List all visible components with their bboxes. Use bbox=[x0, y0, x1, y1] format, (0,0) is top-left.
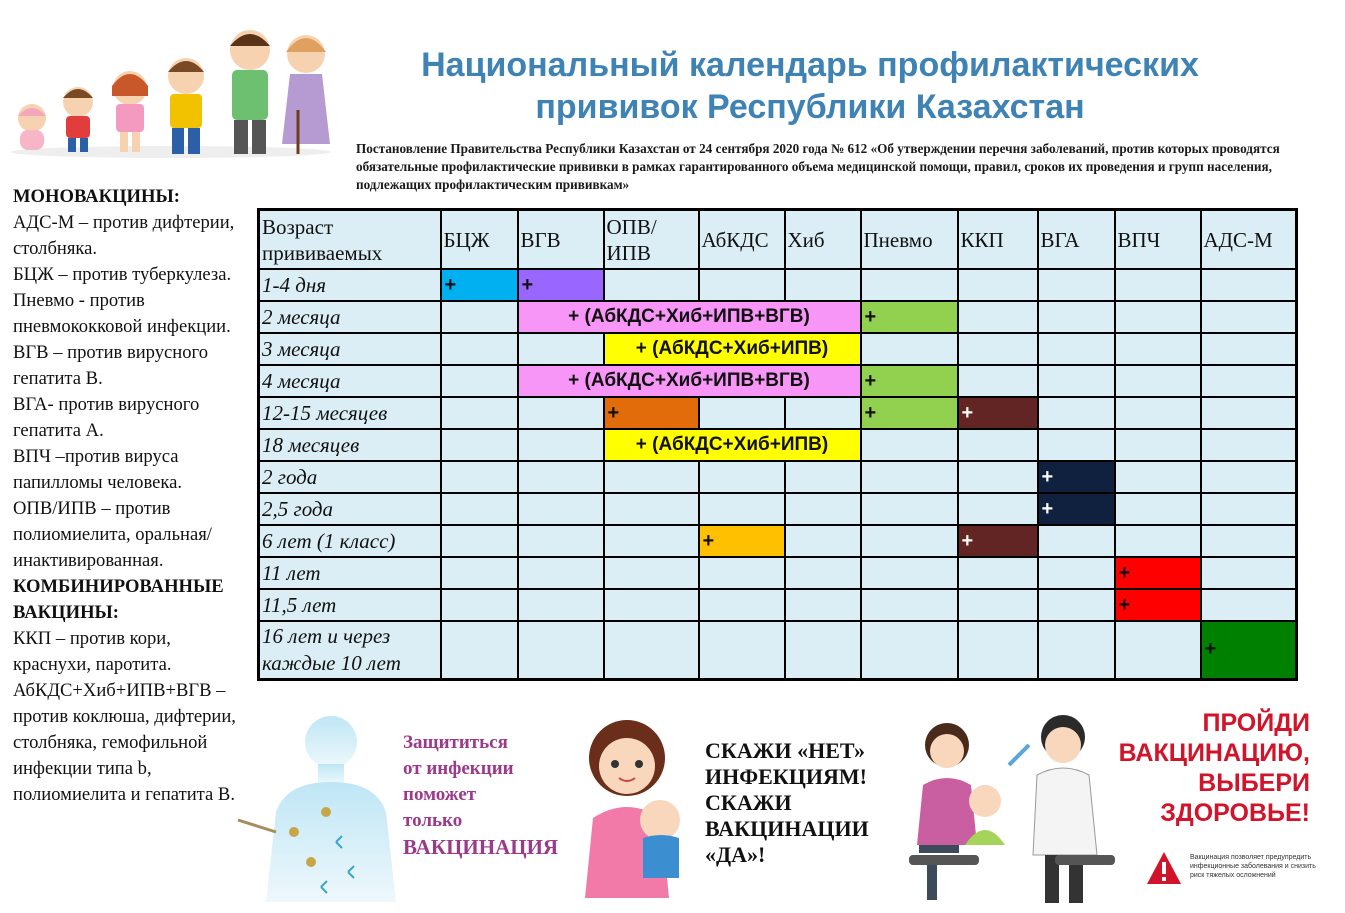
empty-cell bbox=[441, 333, 518, 365]
empty-cell bbox=[604, 525, 699, 557]
empty-cell bbox=[785, 269, 861, 301]
father-figure bbox=[230, 30, 270, 154]
empty-cell bbox=[518, 333, 604, 365]
header-age: Возраст прививаемых bbox=[259, 210, 441, 270]
empty-cell bbox=[958, 589, 1038, 621]
empty-cell bbox=[518, 429, 604, 461]
hepa-cell: + bbox=[1038, 461, 1115, 493]
empty-cell bbox=[1038, 621, 1115, 679]
empty-cell bbox=[441, 301, 518, 333]
hepa-cell: + bbox=[1038, 493, 1115, 525]
say-line: «ДА»! bbox=[705, 842, 766, 867]
age-cell: 3 месяца bbox=[259, 333, 441, 365]
empty-cell bbox=[958, 333, 1038, 365]
mmr-cell: + bbox=[958, 397, 1038, 429]
table-row bbox=[259, 621, 1297, 679]
family-illustration bbox=[6, 20, 336, 180]
legend-item: АбКДС+Хиб+ИПВ+ВГВ – против коклюша, дифтерии, столбняка, гемофильной инфекции типа b, полиомиелита и гепатита В. bbox=[13, 680, 236, 805]
empty-cell bbox=[785, 397, 861, 429]
table-row bbox=[259, 429, 1297, 461]
age-cell: 12-15 месяцев bbox=[259, 397, 441, 429]
empty-cell bbox=[1115, 429, 1201, 461]
mother-child-illustration bbox=[565, 708, 700, 898]
bcg-cell: + bbox=[441, 269, 518, 301]
empty-cell bbox=[1038, 429, 1115, 461]
protect-line: Защититься bbox=[403, 732, 508, 753]
hepb-cell: + bbox=[518, 269, 604, 301]
empty-cell bbox=[861, 525, 958, 557]
table-row bbox=[259, 269, 1297, 301]
empty-cell bbox=[518, 621, 604, 679]
empty-cell bbox=[699, 621, 785, 679]
mmr-cell: + bbox=[958, 525, 1038, 557]
header-adsm: АДС-М bbox=[1201, 210, 1297, 270]
pneumo-cell: + bbox=[861, 301, 958, 333]
legend-item: ВГА- против вирусного гепатита А. bbox=[13, 394, 200, 441]
empty-cell bbox=[699, 461, 785, 493]
empty-cell bbox=[1115, 365, 1201, 397]
empty-cell bbox=[1201, 397, 1297, 429]
empty-cell bbox=[604, 557, 699, 589]
legend-item: АДС-М – против дифтерии, столбняка. bbox=[13, 212, 235, 259]
girl-figure bbox=[112, 71, 148, 152]
baby-figure bbox=[18, 104, 46, 150]
empty-cell bbox=[441, 429, 518, 461]
grandmother-figure bbox=[282, 35, 330, 154]
header-hepb: ВГВ bbox=[518, 210, 604, 270]
empty-cell bbox=[1038, 333, 1115, 365]
toddler-figure bbox=[63, 87, 93, 152]
empty-cell bbox=[1038, 397, 1115, 429]
title-line-2: прививок Республики Казахстан bbox=[535, 88, 1085, 126]
empty-cell bbox=[604, 461, 699, 493]
warning-icon bbox=[1145, 850, 1183, 886]
empty-cell bbox=[1201, 461, 1297, 493]
empty-cell bbox=[1115, 333, 1201, 365]
empty-cell bbox=[785, 589, 861, 621]
header-hib: Хиб bbox=[785, 210, 861, 270]
adsm-cell: + bbox=[1201, 621, 1297, 679]
age-cell: 16 лет и через каждые 10 лет bbox=[259, 621, 441, 679]
empty-cell bbox=[861, 429, 958, 461]
empty-cell bbox=[441, 557, 518, 589]
pass-line: ВЫБЕРИ bbox=[1198, 769, 1310, 797]
empty-cell bbox=[1201, 493, 1297, 525]
empty-cell bbox=[441, 525, 518, 557]
table-row bbox=[259, 557, 1297, 589]
protect-emphasis: ВАКЦИНАЦИЯ bbox=[403, 835, 559, 859]
say-no-slogan bbox=[705, 738, 905, 868]
legend-item: ККП – против кори, краснухи, паротита. bbox=[13, 628, 172, 675]
empty-cell bbox=[441, 589, 518, 621]
empty-cell bbox=[1201, 333, 1297, 365]
empty-cell bbox=[604, 493, 699, 525]
empty-cell bbox=[441, 365, 518, 397]
empty-cell bbox=[518, 493, 604, 525]
empty-cell bbox=[1038, 557, 1115, 589]
pneumo-cell: + bbox=[861, 365, 958, 397]
vaccination-call-slogan bbox=[1100, 708, 1310, 828]
empty-cell bbox=[1201, 589, 1297, 621]
table-header-row bbox=[259, 210, 1297, 270]
empty-cell bbox=[518, 461, 604, 493]
empty-cell bbox=[1115, 493, 1201, 525]
header-hepa: ВГА bbox=[1038, 210, 1115, 270]
vaccination-calendar-table bbox=[257, 208, 1298, 681]
title-line-1: Национальный календарь профилактических bbox=[421, 46, 1199, 84]
empty-cell bbox=[1038, 589, 1115, 621]
empty-cell bbox=[518, 525, 604, 557]
hpv-cell: + bbox=[1115, 557, 1201, 589]
empty-cell bbox=[1201, 269, 1297, 301]
header-dtap: АбКДС bbox=[699, 210, 785, 270]
age-cell: 11,5 лет bbox=[259, 589, 441, 621]
dtap-cell: + bbox=[699, 525, 785, 557]
say-line: СКАЖИ bbox=[705, 790, 792, 815]
say-line: СКАЖИ «НЕТ» bbox=[705, 738, 865, 763]
pneumo-cell: + bbox=[861, 397, 958, 429]
age-cell: 2 месяца bbox=[259, 301, 441, 333]
empty-cell bbox=[1115, 525, 1201, 557]
opv-cell: + bbox=[604, 397, 699, 429]
age-cell: 18 месяцев bbox=[259, 429, 441, 461]
empty-cell bbox=[604, 269, 699, 301]
legend-item: ВГВ – против вирусного гепатита В. bbox=[13, 342, 208, 389]
empty-cell bbox=[604, 589, 699, 621]
age-cell: 1-4 дня bbox=[259, 269, 441, 301]
pass-line: ВАКЦИНАЦИЮ, bbox=[1118, 739, 1310, 767]
age-cell: 11 лет bbox=[259, 557, 441, 589]
pass-line: ПРОЙДИ bbox=[1202, 709, 1310, 737]
legend bbox=[13, 184, 243, 808]
empty-cell bbox=[861, 461, 958, 493]
empty-cell bbox=[441, 621, 518, 679]
hpv-cell: + bbox=[1115, 589, 1201, 621]
empty-cell bbox=[1038, 269, 1115, 301]
boy-figure bbox=[168, 58, 204, 154]
table-row bbox=[259, 493, 1297, 525]
empty-cell bbox=[861, 269, 958, 301]
legend-item: БЦЖ – против туберкулеза. bbox=[13, 264, 232, 285]
empty-cell bbox=[958, 557, 1038, 589]
empty-cell bbox=[699, 557, 785, 589]
protect-line: только bbox=[403, 810, 463, 831]
table-row bbox=[259, 589, 1297, 621]
legend-mono-heading: МОНОВАКЦИНЫ: bbox=[13, 186, 180, 207]
empty-cell bbox=[1038, 525, 1115, 557]
empty-cell bbox=[1038, 365, 1115, 397]
combo-vaccine-cell: + (АбКДС+Хиб+ИПВ) bbox=[604, 333, 861, 365]
table-row bbox=[259, 397, 1297, 429]
empty-cell bbox=[958, 301, 1038, 333]
empty-cell bbox=[958, 269, 1038, 301]
table-row bbox=[259, 333, 1297, 365]
combo-vaccine-cell: + (АбКДС+Хиб+ИПВ+ВГВ) bbox=[518, 301, 861, 333]
empty-cell bbox=[699, 493, 785, 525]
empty-cell bbox=[1201, 557, 1297, 589]
legend-item: ОПВ/ИПВ – против полиомиелита, оральная/ инактивированная. bbox=[13, 498, 212, 571]
protect-line: от инфекции bbox=[403, 758, 514, 779]
warning-text: Вакцинация позволяет предупредить инфекционные заболевания и снизить риск тяжелых осложнений bbox=[1190, 854, 1316, 879]
empty-cell bbox=[1038, 301, 1115, 333]
header-pneumo: Пневмо bbox=[861, 210, 958, 270]
table-row bbox=[259, 461, 1297, 493]
empty-cell bbox=[604, 621, 699, 679]
empty-cell bbox=[1201, 365, 1297, 397]
header-bcg: БЦЖ bbox=[441, 210, 518, 270]
header-opv-ipv: ОПВ/ ИПВ bbox=[604, 210, 699, 270]
empty-cell bbox=[699, 589, 785, 621]
body-silhouette-illustration bbox=[236, 712, 396, 902]
age-cell: 2 года bbox=[259, 461, 441, 493]
empty-cell bbox=[958, 621, 1038, 679]
empty-cell bbox=[699, 397, 785, 429]
empty-cell bbox=[518, 397, 604, 429]
empty-cell bbox=[958, 493, 1038, 525]
empty-cell bbox=[861, 557, 958, 589]
empty-cell bbox=[1201, 301, 1297, 333]
empty-cell bbox=[861, 621, 958, 679]
empty-cell bbox=[1115, 621, 1201, 679]
say-line: ИНФЕКЦИЯМ! bbox=[705, 764, 867, 789]
decree-text: Постановление Правительства Республики Казахстан от 24 сентября 2020 года № 612 «Об утверждении перечня заболеваний, против которых проводятся обязательные профилактические прививки в рамках гарантированного объема медицинской помощи, правил, сроков их проведения и групп населения, подлежащих профилактическим прививкам» bbox=[356, 141, 1280, 192]
age-cell: 2,5 года bbox=[259, 493, 441, 525]
empty-cell bbox=[518, 589, 604, 621]
age-cell: 6 лет (1 класс) bbox=[259, 525, 441, 557]
empty-cell bbox=[958, 429, 1038, 461]
table-row bbox=[259, 525, 1297, 557]
protect-line: поможет bbox=[403, 784, 477, 805]
legend-item: ВПЧ –против вируса папилломы человека. bbox=[13, 446, 183, 493]
combo-vaccine-cell: + (АбКДС+Хиб+ИПВ) bbox=[604, 429, 861, 461]
empty-cell bbox=[861, 493, 958, 525]
say-line: ВАКЦИНАЦИИ bbox=[705, 816, 869, 841]
empty-cell bbox=[785, 525, 861, 557]
empty-cell bbox=[1201, 429, 1297, 461]
empty-cell bbox=[1115, 461, 1201, 493]
empty-cell bbox=[785, 493, 861, 525]
empty-cell bbox=[699, 269, 785, 301]
table-row bbox=[259, 301, 1297, 333]
empty-cell bbox=[785, 461, 861, 493]
empty-cell bbox=[958, 365, 1038, 397]
empty-cell bbox=[441, 461, 518, 493]
age-cell: 4 месяца bbox=[259, 365, 441, 397]
empty-cell bbox=[861, 333, 958, 365]
empty-cell bbox=[441, 397, 518, 429]
page-title bbox=[360, 44, 1260, 128]
header-hpv: ВПЧ bbox=[1115, 210, 1201, 270]
empty-cell bbox=[1115, 269, 1201, 301]
empty-cell bbox=[1201, 525, 1297, 557]
empty-cell bbox=[518, 557, 604, 589]
empty-cell bbox=[785, 557, 861, 589]
combo-vaccine-cell: + (АбКДС+Хиб+ИПВ+ВГВ) bbox=[518, 365, 861, 397]
legend-item: Пневмо - против пневмококковой инфекции. bbox=[13, 290, 231, 337]
empty-cell bbox=[785, 621, 861, 679]
empty-cell bbox=[441, 493, 518, 525]
legend-combo-heading: КОМБИНИРОВАННЫЕ ВАКЦИНЫ: bbox=[13, 576, 224, 623]
table-row bbox=[259, 365, 1297, 397]
empty-cell bbox=[861, 589, 958, 621]
empty-cell bbox=[1115, 301, 1201, 333]
header-mmr: ККП bbox=[958, 210, 1038, 270]
empty-cell bbox=[1115, 397, 1201, 429]
pass-line: ЗДОРОВЬЕ! bbox=[1160, 799, 1310, 827]
empty-cell bbox=[958, 461, 1038, 493]
